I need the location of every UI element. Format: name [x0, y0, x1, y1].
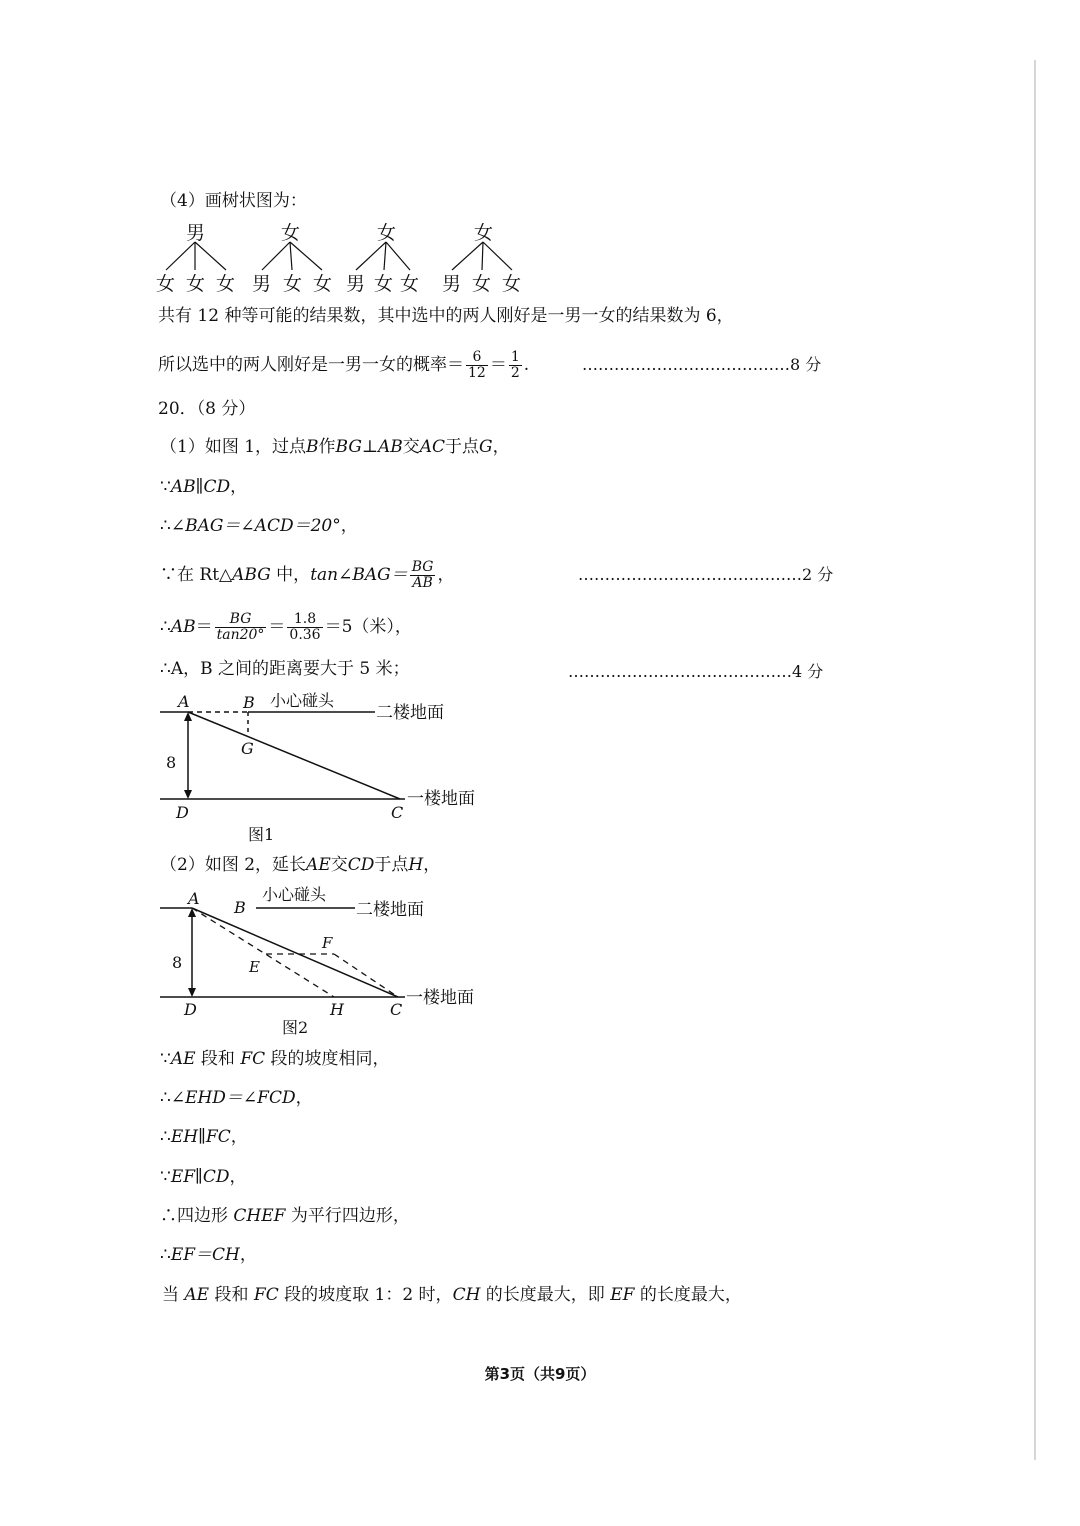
tree-diagram [150, 218, 550, 298]
tree-child: 男 [442, 273, 462, 295]
reason-4-line: ∵EF∥CD， [160, 1167, 247, 1187]
fraction-18-036: $\frac{1.8}{0.36}$ [289, 611, 321, 643]
step-4-line: ∵在 Rt△ABG 中，tan∠BAG＝ $\frac{BG}{AB}$ ， [160, 559, 455, 591]
fig2-label-c: C [390, 1000, 403, 1019]
step-2-line: ∵AB∥CD， [160, 477, 248, 497]
tree-parent-1: 男 [186, 222, 206, 244]
reason-6-line: ∴EF＝CH， [160, 1245, 257, 1265]
tree-child: 男 [252, 273, 272, 295]
fraction-6-12: $\frac{6}{12}$ [468, 349, 486, 381]
fig1-label-d: D [176, 803, 189, 822]
tree-child: 女 [472, 273, 492, 295]
fig2-label-f: F [322, 934, 333, 952]
figure-2 [150, 880, 490, 1040]
fig2-label-b: B [234, 898, 246, 917]
probability-line: 所以选中的两人刚好是一男一女的概率＝ $\frac{6}{12}$ ＝ $\frac{1}{2}$ . [158, 349, 530, 381]
fig2-first-floor: 一楼地面 [406, 988, 474, 1008]
score-8: …………………………………8 分 [582, 355, 822, 374]
fig1-label-a: A [178, 692, 190, 711]
fig1-second-floor: 二楼地面 [376, 703, 444, 723]
page-footer: 第3页（共9页） [484, 1365, 596, 1383]
tree-parent-3: 女 [377, 222, 397, 244]
step-6-line: ∴A，B 之间的距离要大于 5 米； [160, 659, 410, 679]
fig1-first-floor: 一楼地面 [407, 789, 475, 809]
tree-child: 女 [156, 273, 176, 295]
tree-child: 女 [186, 273, 206, 295]
step-3-line: ∴∠BAG＝∠ACD＝20°， [160, 516, 358, 536]
tree-child: 女 [374, 273, 394, 295]
tree-child: 男 [346, 273, 366, 295]
reason-2-line: ∴∠EHD＝∠FCD， [160, 1088, 313, 1108]
fig2-label-e: E [249, 958, 260, 976]
figure-1 [150, 685, 510, 850]
fraction-1-2: $\frac{1}{2}$ [510, 349, 520, 381]
tree-parent-2: 女 [281, 222, 301, 244]
tree-parent-4: 女 [474, 222, 494, 244]
reason-7-line: 当 AE 段和 FC 段的坡度取 1：2 时，CH 的长度最大，即 EF 的长度最大， [162, 1285, 742, 1305]
fig1-label-c: C [391, 803, 404, 822]
reason-5-line: ∴四边形 CHEF 为平行四边形， [160, 1206, 410, 1226]
step-5-line: ∴AB＝ $\frac{BG}{\tan 20^\circ}$ ＝ $\frac{1.8}{0.36}$ ＝5（米）， [160, 611, 412, 643]
probability-text: 所以选中的两人刚好是一男一女的概率＝ [158, 355, 464, 375]
tree-child: 女 [283, 273, 303, 295]
question-20-heading: 20．（8 分） [158, 399, 256, 419]
fraction-bg-ab: $\frac{BG}{AB}$ [411, 559, 434, 591]
fig1-label-g: G [241, 739, 254, 758]
tree-child: 女 [400, 273, 420, 295]
fig2-second-floor: 二楼地面 [356, 900, 424, 920]
reason-3-line: ∴EH∥FC， [160, 1127, 248, 1147]
fig1-caution-text: 小心碰头 [270, 691, 335, 710]
tree-child: 女 [313, 273, 333, 295]
result-count-line: 共有 12 种等可能的结果数，其中选中的两人刚好是一男一女的结果数为 6， [158, 306, 734, 326]
part4-heading: （4）画树状图为： [160, 191, 307, 211]
tree-child: 女 [216, 273, 236, 295]
fraction-bg-tan20: $\frac{BG}{\tan 20^\circ}$ [216, 611, 265, 643]
tree-child: 女 [502, 273, 522, 295]
step-7-line: （2）如图 2，延长AE交CD于点H， [160, 855, 441, 875]
score-2: ……………………………………2 分 [578, 565, 834, 584]
page-edge-shadow [1034, 60, 1036, 1460]
fig2-label-d: D [184, 1000, 197, 1019]
reason-1-line: ∵AE 段和 FC 段的坡度相同， [160, 1049, 390, 1069]
fig2-label-a: A [188, 889, 200, 908]
fig1-caption: 图1 [248, 825, 275, 844]
fig2-caption: 图2 [282, 1018, 309, 1037]
fig2-label-h: H [330, 1000, 344, 1019]
score-4: ……………………………………4 分 [568, 662, 824, 681]
fig2-height-8: 8 [172, 953, 183, 972]
step-1-line: （1）如图 1，过点B作BG⊥AB交AC于点G， [160, 437, 510, 457]
fig1-label-b: B [243, 693, 255, 712]
fig1-height-8: 8 [166, 753, 177, 772]
fig2-caution-text: 小心碰头 [262, 885, 327, 904]
